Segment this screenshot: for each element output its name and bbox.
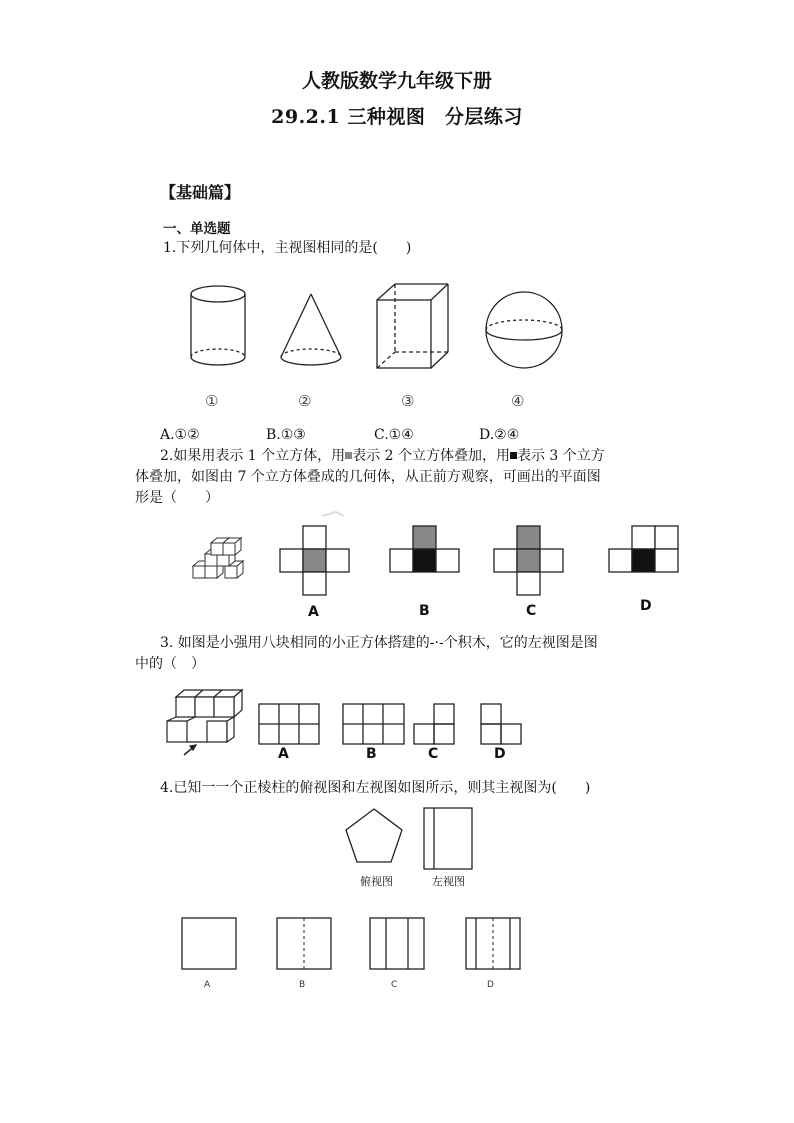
question-type-heading: 一、单选题 [163,221,231,237]
q2-label-a: A [308,604,319,620]
q3-label-d: D [494,746,506,762]
q4-option-a-figure [182,918,236,969]
page-subtitle: 29.2.1 三种视图 分层练习 [271,106,523,128]
q1-option-a: A.①② [160,427,200,443]
q4-label-d: D [487,980,494,990]
q2-text-part3: 表示 3 个立方 [516,448,605,464]
q1-label-2: ② [298,392,312,410]
left-view-figure [424,808,472,869]
q4-top-view-label: 俯视图 [360,875,393,888]
q2-text-part2: 表示 2 个立方体叠加，用 [352,448,510,464]
q2-text-part1: 2.如果用表示 1 个立方体，用 [160,448,346,464]
q1-text: 1.下列几何体中，主视图相同的是( ) [163,240,412,256]
q1-option-b: B.①③ [266,427,306,443]
q2-text-line2: 体叠加，如图由 7 个立方体叠成的几何体，从正前方观察，可画出的平面图 [135,469,601,485]
q4-label-b: B [299,980,306,990]
q1-label-1: ① [205,392,219,410]
q3-text-line2: 中的（ ） [135,656,205,672]
q3-label-c: C [428,746,439,762]
q4-option-d-figure [466,918,520,969]
q4-label-c: C [391,980,398,990]
q1-option-c: C.①④ [374,427,414,443]
q1-label-4: ④ [511,392,525,410]
q4-label-a: A [204,980,211,990]
q3-label-a: A [278,746,289,762]
q3-label-b: B [366,746,377,762]
section-label: 【基础篇】 [160,183,241,202]
q4-left-view-label: 左视图 [432,875,465,888]
q2-label-d: D [640,598,652,614]
q1-option-d: D.②④ [479,427,520,443]
q2-label-b: B [419,603,430,619]
page-title: 人教版数学九年级下册 [301,70,492,92]
pentagon-top-view [346,809,402,862]
q4-text: 4.已知一一个正棱柱的俯视图和左视图如图所示，则其主视图为( ) [160,780,591,796]
q4-option-b-figure [277,918,331,969]
q4-option-c-figure [370,918,424,969]
q2-text-line3: 形是（ ） [135,490,219,506]
q2-label-c: C [526,603,537,619]
q3-text-line1: 3. 如图是小强用八块相同的小正方体搭建的-·-个积木，它的左视图是图 [160,635,598,651]
q1-label-3: ③ [401,392,415,410]
